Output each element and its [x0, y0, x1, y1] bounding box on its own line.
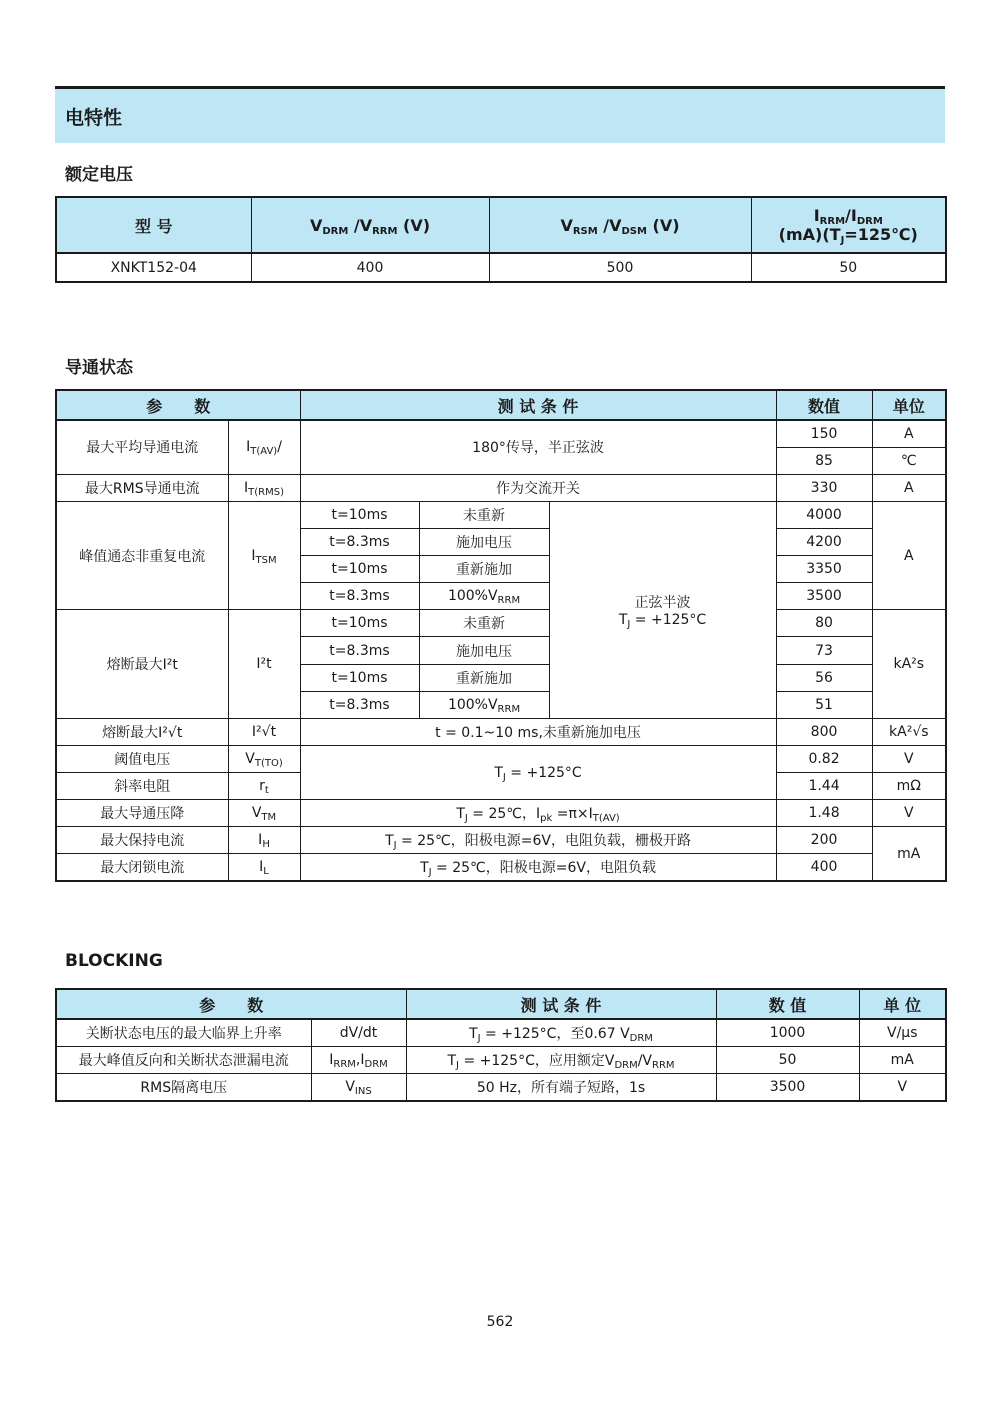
cond-a2: 施加电压	[419, 529, 549, 556]
val-i2t-4: 51	[776, 691, 872, 718]
table-row	[56, 501, 946, 528]
param-i2t: 熔断最大I²t	[56, 610, 228, 718]
sym-vtm: $V_{TM}$	[228, 800, 300, 827]
time-cell: t=10ms	[300, 556, 419, 583]
cond-a1: 未重新	[419, 501, 549, 528]
cond-a1: 未重新	[419, 610, 549, 637]
table-row	[56, 1047, 946, 1074]
unit-itav-1: A	[872, 420, 946, 447]
cond-leak: $T_J = +125^\circ C$，应用额定$V_{DRM}/V_{RRM}$	[406, 1047, 716, 1074]
cond-b2: $100\%V_{RRM}$	[419, 691, 549, 718]
val-il: 400	[776, 854, 872, 881]
col-vrsm: $V_{RSM}$ $/V_{DSM}$ (V)	[489, 197, 751, 253]
sym-i2t: I²t	[228, 610, 300, 718]
cond-sine: 正弦半波 $T_J = +125^\circ C$	[549, 501, 776, 718]
val-dvdt: 1000	[716, 1019, 859, 1046]
cond-b1: 重新施加	[419, 556, 549, 583]
val-itsm-3: 3350	[776, 556, 872, 583]
table-row	[56, 1074, 946, 1101]
val-vins: 3500	[716, 1074, 859, 1101]
val-vtm: 1.48	[776, 800, 872, 827]
rated-voltage-table	[55, 196, 947, 283]
param-itrms: 最大RMS导通电流	[56, 474, 228, 501]
cond-ih: $T_J$ = 25℃，阳极电源=6V，电阻负载，栅极开路	[300, 827, 776, 854]
table-row	[56, 718, 946, 745]
col-vdrm: $V_{DRM}$ $/V_{RRM}$ (V)	[251, 197, 489, 253]
val-rt: 1.44	[776, 773, 872, 800]
param-i2rt: 熔断最大I²√t	[56, 718, 228, 745]
sym-il: $I_L$	[228, 854, 300, 881]
table-header-row	[56, 197, 946, 253]
unit-vins: V	[859, 1074, 946, 1101]
cond-b2: $100\%V_{RRM}$	[419, 583, 549, 610]
val-i2t-2: 73	[776, 637, 872, 664]
table-row	[56, 745, 946, 772]
sym-rt: $r_t$	[228, 773, 300, 800]
val-leak: 50	[716, 1047, 859, 1074]
param-ih: 最大保持电流	[56, 827, 228, 854]
table-row	[56, 854, 946, 881]
time-cell: t=8.3ms	[300, 691, 419, 718]
param-rt: 斜率电阻	[56, 773, 228, 800]
table-row	[56, 253, 946, 282]
unit-rt: mΩ	[872, 773, 946, 800]
time-cell: t=10ms	[300, 501, 419, 528]
cond-itav: 180°传导，半正弦波	[300, 420, 776, 474]
param-leak: 最大峰值反向和关断状态泄漏电流	[56, 1047, 311, 1074]
table-header-row	[56, 390, 946, 420]
page-number: 562	[486, 1314, 514, 1330]
val-i2t-1: 80	[776, 610, 872, 637]
onstate-table	[55, 389, 947, 882]
section-band	[55, 89, 945, 143]
sym-ih: $I_H$	[228, 827, 300, 854]
table-header-row	[56, 989, 946, 1019]
val-itrms: 330	[776, 474, 872, 501]
cell-model: XNKT152-04	[56, 253, 251, 282]
param-itsm: 峰值通态非重复电流	[56, 501, 228, 609]
unit-itav-2: ℃	[872, 447, 946, 474]
sym-dvdt: dV/dt	[311, 1019, 406, 1046]
val-itsm-2: 4200	[776, 529, 872, 556]
table-row	[56, 420, 946, 447]
cond-a2: 施加电压	[419, 637, 549, 664]
rated-voltage-heading: 额定电压	[65, 165, 133, 185]
cell-vrsm: 500	[489, 253, 751, 282]
cond-i2rt: t = 0.1~10 ms,未重新施加电压	[300, 718, 776, 745]
param-il: 最大闭锁电流	[56, 854, 228, 881]
val-itav-2: 85	[776, 447, 872, 474]
unit-dvdt: V/μs	[859, 1019, 946, 1046]
blocking-table	[55, 988, 947, 1102]
col-condition: 测 试 条 件	[406, 989, 716, 1019]
unit-leak: mA	[859, 1047, 946, 1074]
table-row	[56, 1019, 946, 1046]
table-row	[56, 827, 946, 854]
val-itsm-4: 3500	[776, 583, 872, 610]
val-vto: 0.82	[776, 745, 872, 772]
val-itav-1: 150	[776, 420, 872, 447]
cell-vdrm: 400	[251, 253, 489, 282]
col-value: 数值	[776, 390, 872, 420]
param-vto: 阈值电压	[56, 745, 228, 772]
sym-vto: $V_{T(TO)}$	[228, 745, 300, 772]
cond-itrms: 作为交流开关	[300, 474, 776, 501]
cond-dvdt: $T_J = +125^\circ C$，至0.67 $V_{DRM}$	[406, 1019, 716, 1046]
val-ih: 200	[776, 827, 872, 854]
time-cell: t=8.3ms	[300, 637, 419, 664]
time-cell: t=8.3ms	[300, 583, 419, 610]
sym-itrms: $I_{T(RMS)}$	[228, 474, 300, 501]
unit-ih-il: mA	[872, 827, 946, 881]
col-unit: 单 位	[859, 989, 946, 1019]
time-cell: t=10ms	[300, 610, 419, 637]
time-cell: t=10ms	[300, 664, 419, 691]
onstate-heading: 导通状态	[65, 358, 133, 378]
cond-vtm: $T_J$ = 25℃，$I_{pk} =\pi\times I_{T(AV)}$	[300, 800, 776, 827]
cell-irrm: 50	[751, 253, 946, 282]
col-model: 型 号	[56, 197, 251, 253]
cond-il: $T_J$ = 25℃，阳极电源=6V，电阻负载	[300, 854, 776, 881]
sym-leak: $I_{RRM},I_{DRM}$	[311, 1047, 406, 1074]
unit-i2rt: kA²√s	[872, 718, 946, 745]
val-itsm-1: 4000	[776, 501, 872, 528]
unit-vtm: V	[872, 800, 946, 827]
cond-b1: 重新施加	[419, 664, 549, 691]
unit-i2t: kA²s	[872, 610, 946, 718]
cond-tj: $T_J = +125^\circ C$	[300, 745, 776, 799]
unit-vto: V	[872, 745, 946, 772]
time-cell: t=8.3ms	[300, 529, 419, 556]
col-unit: 单位	[872, 390, 946, 420]
val-i2t-3: 56	[776, 664, 872, 691]
param-vins: RMS隔离电压	[56, 1074, 311, 1101]
section-title: 电特性	[65, 107, 123, 129]
param-itav: 最大平均导通电流	[56, 420, 228, 474]
table-row	[56, 610, 946, 637]
cond-vins: 50 Hz，所有端子短路，1s	[406, 1074, 716, 1101]
sym-vins: $V_{INS}$	[311, 1074, 406, 1101]
param-dvdt: 关断状态电压的最大临界上升率	[56, 1019, 311, 1046]
sym-i2rt: I²√t	[228, 718, 300, 745]
sym-itav: $I_{T(AV)}/$	[228, 420, 300, 474]
col-param: 参 数	[56, 390, 300, 420]
col-value: 数 值	[716, 989, 859, 1019]
table-row	[56, 474, 946, 501]
col-param: 参 数	[56, 989, 406, 1019]
unit-itrms: A	[872, 474, 946, 501]
col-condition: 测 试 条 件	[300, 390, 776, 420]
sym-itsm: $I_{TSM}$	[228, 501, 300, 609]
val-i2rt: 800	[776, 718, 872, 745]
blocking-heading: BLOCKING	[65, 951, 163, 971]
table-row	[56, 800, 946, 827]
col-irrm: $I_{RRM}/I_{DRM}$ $(mA)(T_J=125℃)$	[751, 197, 946, 253]
param-vtm: 最大导通压降	[56, 800, 228, 827]
unit-itsm: A	[872, 501, 946, 609]
